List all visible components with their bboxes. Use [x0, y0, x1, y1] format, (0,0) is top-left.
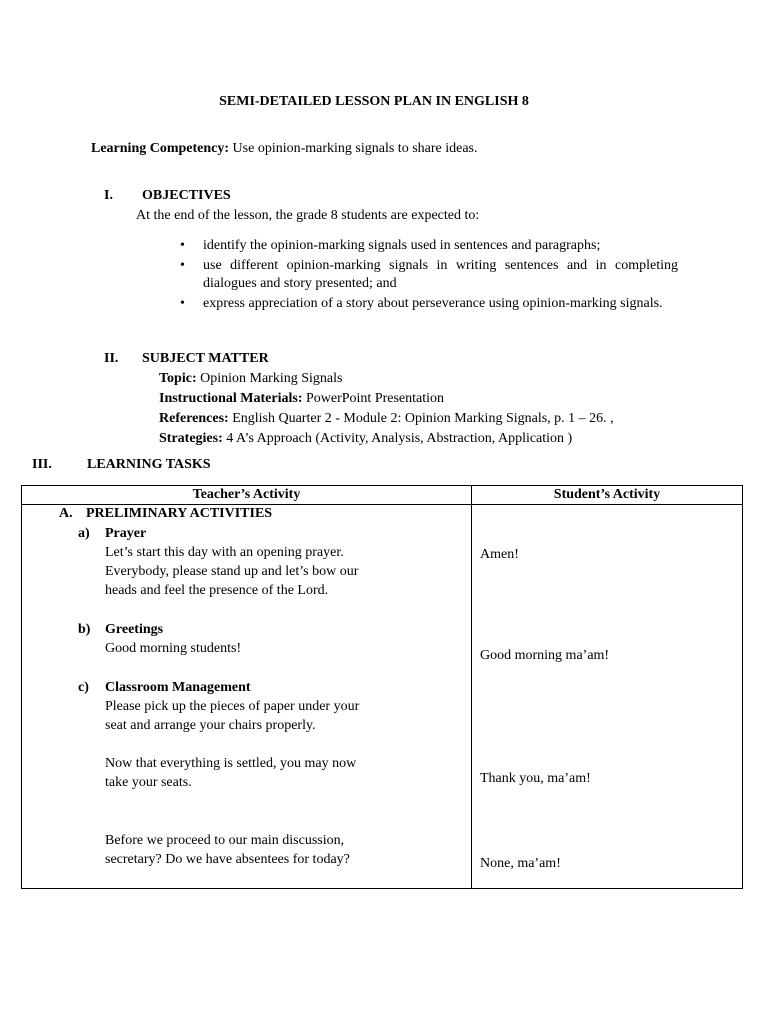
teacher-line: Everybody, please stand up and let’s bow our [105, 564, 359, 579]
teacher-line: Good morning students! [105, 641, 242, 656]
activity-letter: a) [78, 526, 90, 541]
bullet-icon: • [180, 258, 185, 273]
section-letter: A. [59, 506, 73, 521]
student-response-greetings: Good morning ma’am! [480, 648, 610, 663]
objective-item [180, 237, 678, 255]
competency-text: Use opinion-marking signals to share ideas. [232, 141, 478, 156]
objective-item [180, 257, 678, 293]
materials-value: PowerPoint Presentation [305, 391, 445, 406]
strategies-line [159, 431, 572, 447]
learning-tasks-heading: LEARNING TASKS [87, 457, 211, 472]
teacher-line: secretary? Do we have absentees for today? [105, 852, 350, 867]
activities-table [21, 485, 743, 889]
objective-text: express appreciation of a story about perseverance using opinion-marking signals. [203, 296, 663, 311]
objectives-heading: OBJECTIVES [142, 188, 231, 203]
column-divider [471, 486, 472, 888]
document-title: SEMI-DETAILED LESSON PLAN IN ENGLISH 8 [219, 94, 529, 109]
objective-item [180, 295, 678, 313]
teacher-line: Let’s start this day with an opening prayer. [105, 545, 344, 560]
activity-title-classroom-management: Classroom Management [105, 680, 251, 695]
activity-title-prayer: Prayer [105, 526, 147, 541]
strategies-label: Strategies: [159, 431, 223, 446]
student-activity-header: Student’s Activity [553, 487, 661, 502]
objectives-list [180, 237, 678, 315]
teacher-line: take your seats. [105, 775, 192, 790]
activity-title-greetings: Greetings [105, 622, 164, 637]
learning-tasks-numeral: III. [32, 457, 52, 472]
competency-label: Learning Competency: [91, 141, 230, 156]
topic-value: Opinion Marking Signals [200, 371, 343, 386]
teacher-activity-header: Teacher’s Activity [192, 487, 301, 502]
topic-line [159, 371, 342, 387]
bullet-icon: • [180, 238, 185, 253]
strategies-value: 4 A’s Approach (Activity, Analysis, Abstraction, Application ) [226, 431, 573, 446]
references-value: English Quarter 2 - Module 2: Opinion Marking Signals, p. 1 – 26. , [232, 411, 614, 426]
references-label: References: [159, 411, 229, 426]
teacher-line: heads and feel the presence of the Lord. [105, 583, 329, 598]
objective-text: identify the opinion-marking signals used in sentences and paragraphs; [203, 238, 601, 253]
student-response-absentees: None, ma’am! [480, 856, 561, 871]
materials-line [159, 391, 444, 407]
learning-competency [91, 141, 478, 157]
subject-matter-numeral: II. [104, 351, 119, 366]
objectives-intro: At the end of the lesson, the grade 8 students are expected to: [136, 208, 480, 223]
student-response-prayer: Amen! [480, 547, 519, 562]
teacher-line: seat and arrange your chairs properly. [105, 718, 316, 733]
objective-text: use different opinion-marking signals in writing sentences and in completing dialogues and story presented; and [203, 258, 678, 291]
activity-letter: c) [78, 680, 89, 695]
subject-matter-heading: SUBJECT MATTER [142, 351, 269, 366]
topic-label: Topic: [159, 371, 197, 386]
teacher-line: Now that everything is settled, you may now [105, 756, 357, 771]
materials-label: Instructional Materials: [159, 391, 303, 406]
bullet-icon: • [180, 296, 185, 311]
teacher-line: Please pick up the pieces of paper under your [105, 699, 360, 714]
activity-letter: b) [78, 622, 91, 637]
references-line [159, 411, 614, 427]
section-title: PRELIMINARY ACTIVITIES [86, 506, 273, 521]
student-response-seats: Thank you, ma’am! [480, 771, 591, 786]
teacher-line: Before we proceed to our main discussion, [105, 833, 345, 848]
objectives-numeral: I. [104, 188, 113, 203]
